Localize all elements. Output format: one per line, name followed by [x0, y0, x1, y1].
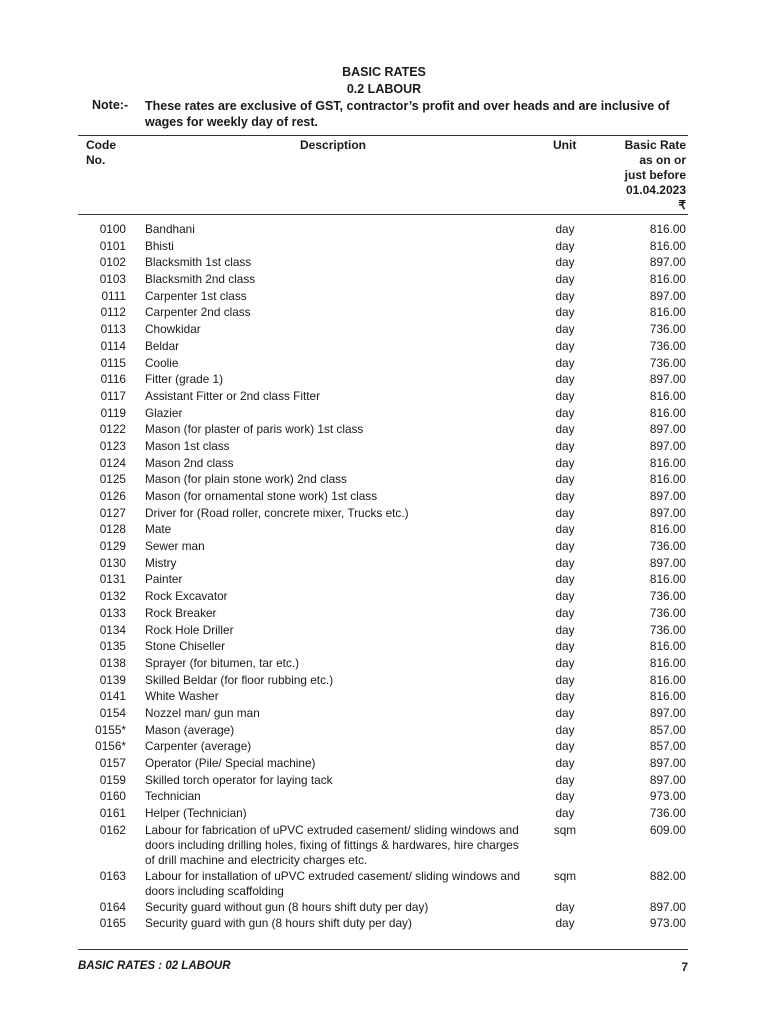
- cell-code: 0156*: [95, 739, 126, 754]
- cell-description: Blacksmith 1st class: [145, 255, 252, 270]
- cell-unit: day: [555, 672, 575, 687]
- cell-rate: 816.00: [649, 522, 686, 537]
- footer-section-title: BASIC RATES : 02 LABOUR: [78, 960, 231, 972]
- cell-unit: day: [555, 589, 575, 604]
- cell-description: Rock Excavator: [145, 589, 228, 604]
- table-top-rule: [78, 135, 688, 136]
- cell-rate: 736.00: [649, 338, 686, 353]
- cell-code: 0135: [99, 639, 126, 654]
- cell-description: Coolie: [145, 355, 179, 370]
- cell-description: Bandhani: [145, 222, 195, 236]
- cell-description: Beldar: [145, 338, 180, 353]
- column-header-description: Description: [300, 138, 367, 152]
- cell-unit: day: [555, 288, 575, 303]
- cell-rate: 736.00: [649, 355, 686, 370]
- cell-unit: day: [555, 739, 575, 754]
- cell-code: 0138: [99, 655, 126, 670]
- cell-code: 0130: [99, 555, 126, 570]
- cell-code: 0122: [99, 422, 126, 437]
- cell-rate: 816.00: [649, 639, 686, 654]
- cell-description: Bhisti: [145, 238, 174, 253]
- cell-rate: 897.00: [649, 756, 686, 770]
- page-number: 7: [681, 960, 688, 974]
- cell-rate: 816.00: [649, 405, 686, 420]
- table-row: [0, 868, 768, 899]
- table-row: [0, 622, 768, 639]
- cell-description: Nozzel man/ gun man: [145, 705, 260, 720]
- cell-unit: day: [555, 539, 575, 554]
- cell-unit: day: [555, 806, 575, 821]
- cell-description: White Washer: [145, 689, 219, 704]
- cell-description: Sewer man: [145, 539, 205, 554]
- cell-unit: day: [555, 422, 575, 437]
- cell-description: Rock Hole Driller: [145, 622, 234, 637]
- cell-unit: day: [555, 338, 575, 353]
- cell-description: Carpenter 1st class: [145, 288, 247, 303]
- table-row: [0, 505, 768, 522]
- cell-code: 0117: [100, 388, 126, 403]
- cell-code: 0157: [99, 756, 126, 770]
- cell-unit: day: [555, 405, 575, 420]
- cell-unit: day: [555, 639, 575, 654]
- cell-description: Stone Chiseller: [145, 639, 225, 654]
- table-row: [0, 638, 768, 655]
- cell-rate: 736.00: [649, 605, 686, 620]
- cell-description: Carpenter 2nd class: [145, 305, 251, 320]
- column-header-unit: Unit: [553, 138, 577, 152]
- table-row: [0, 254, 768, 271]
- cell-unit: day: [555, 789, 575, 804]
- cell-description: Mistry: [145, 555, 177, 570]
- cell-unit: day: [555, 689, 575, 704]
- cell-code: 0124: [99, 455, 126, 470]
- table-row: [0, 455, 768, 472]
- cell-code: 0114: [100, 338, 126, 353]
- cell-rate: 736.00: [649, 589, 686, 604]
- cell-description: Mason (for plain stone work) 2nd class: [145, 472, 347, 487]
- cell-rate: 973.00: [649, 916, 686, 931]
- cell-code: 0160: [99, 789, 126, 804]
- cell-rate: 897.00: [649, 438, 686, 453]
- cell-unit: day: [555, 489, 575, 503]
- cell-rate: 897.00: [649, 555, 686, 570]
- cell-unit: day: [555, 222, 575, 236]
- cell-code: 0128: [99, 522, 126, 537]
- table-row: [0, 271, 768, 288]
- cell-unit: day: [555, 438, 575, 453]
- table-row: [0, 805, 768, 822]
- cell-code: 0159: [99, 772, 126, 787]
- cell-rate: 816.00: [649, 672, 686, 687]
- cell-code: 0125: [99, 472, 126, 487]
- table-row: [0, 405, 768, 422]
- column-header-code: Code No.: [86, 138, 116, 167]
- cell-description: Painter: [145, 572, 183, 587]
- cell-code: 0100: [99, 222, 126, 236]
- cell-code: 0139: [99, 672, 126, 687]
- table-row: [0, 421, 768, 438]
- cell-rate: 897.00: [649, 899, 686, 914]
- cell-code: 0165: [99, 916, 126, 931]
- table-row: [0, 899, 768, 916]
- table-row: [0, 438, 768, 455]
- cell-code: 0115: [100, 355, 126, 370]
- cell-code: 0113: [100, 322, 126, 337]
- cell-description: Helper (Technician): [145, 806, 247, 821]
- cell-unit: day: [555, 916, 575, 931]
- cell-rate: 816.00: [649, 472, 686, 487]
- table-row: [0, 822, 768, 868]
- cell-unit: day: [555, 455, 575, 470]
- table-row: [0, 488, 768, 505]
- cell-code: 0112: [100, 305, 126, 320]
- cell-unit: day: [555, 255, 575, 270]
- table-row: [0, 722, 768, 739]
- page-title: BASIC RATES: [342, 65, 426, 79]
- cell-description: Security guard without gun (8 hours shift duty per day): [145, 899, 429, 914]
- cell-unit: day: [555, 772, 575, 787]
- cell-description: Fitter (grade 1): [145, 372, 224, 387]
- cell-code: 0116: [100, 372, 126, 387]
- cell-unit: day: [555, 472, 575, 487]
- cell-unit: day: [555, 722, 575, 737]
- cell-rate: 816.00: [649, 222, 686, 236]
- cell-description: Labour for installation of uPVC extruded casement/ sliding windows and doors including scaffolding: [145, 868, 521, 898]
- table-row: [0, 738, 768, 755]
- table-row: [0, 521, 768, 538]
- cell-unit: day: [555, 305, 575, 320]
- cell-rate: 736.00: [649, 806, 686, 821]
- table-row: [0, 471, 768, 488]
- cell-code: 0101: [99, 238, 126, 253]
- cell-description: Chowkidar: [145, 322, 201, 337]
- cell-rate: 816.00: [649, 305, 686, 320]
- cell-rate: 736.00: [649, 322, 686, 337]
- cell-code: 0132: [99, 589, 126, 604]
- cell-description: Glazier: [145, 405, 183, 420]
- table-row: [0, 538, 768, 555]
- cell-code: 0162: [99, 822, 126, 837]
- cell-code: 0161: [99, 806, 126, 821]
- table-row: [0, 705, 768, 722]
- table-row: [0, 688, 768, 705]
- cell-rate: 736.00: [649, 622, 686, 637]
- cell-code: 0155*: [95, 722, 126, 737]
- table-row: [0, 915, 768, 932]
- table-row: [0, 304, 768, 321]
- cell-rate: 736.00: [649, 539, 686, 554]
- cell-unit: day: [555, 388, 575, 403]
- table-row: [0, 388, 768, 405]
- cell-code: 0129: [99, 539, 126, 554]
- cell-rate: 897.00: [649, 255, 686, 270]
- cell-unit: day: [555, 272, 575, 287]
- cell-rate: 816.00: [649, 455, 686, 470]
- cell-code: 0164: [99, 899, 126, 914]
- cell-unit: sqm: [553, 868, 577, 883]
- cell-rate: 816.00: [649, 572, 686, 587]
- cell-unit: day: [555, 572, 575, 587]
- table-row: [0, 338, 768, 355]
- cell-description: Blacksmith 2nd class: [145, 272, 256, 287]
- table-row: [0, 555, 768, 572]
- cell-description: Mate: [145, 522, 172, 537]
- cell-code: 0134: [99, 622, 126, 637]
- table-row: [0, 605, 768, 622]
- cell-unit: day: [555, 505, 575, 520]
- cell-unit: day: [555, 622, 575, 637]
- cell-unit: day: [555, 372, 575, 387]
- cell-unit: day: [555, 655, 575, 670]
- cell-code: 0127: [99, 505, 126, 520]
- table-row: [0, 321, 768, 338]
- cell-rate: 816.00: [649, 388, 686, 403]
- cell-description: Operator (Pile/ Special machine): [145, 756, 316, 770]
- cell-rate: 816.00: [649, 238, 686, 253]
- table-row: [0, 371, 768, 388]
- cell-unit: sqm: [553, 822, 577, 837]
- cell-rate: 897.00: [649, 505, 686, 520]
- cell-rate: 816.00: [649, 655, 686, 670]
- cell-rate: 816.00: [649, 272, 686, 287]
- cell-description: Mason (average): [145, 722, 235, 737]
- cell-rate: 973.00: [649, 789, 686, 804]
- cell-code: 0119: [100, 405, 126, 420]
- cell-description: Skilled Beldar (for floor rubbing etc.): [145, 672, 334, 687]
- table-row: [0, 221, 768, 238]
- cell-rate: 816.00: [649, 689, 686, 704]
- cell-code: 0126: [99, 489, 126, 503]
- cell-rate: 897.00: [649, 705, 686, 720]
- cell-description: Mason 1st class: [145, 438, 230, 453]
- cell-description: Security guard with gun (8 hours shift duty per day): [145, 916, 412, 931]
- cell-rate: 897.00: [649, 288, 686, 303]
- cell-description: Mason 2nd class: [145, 455, 234, 470]
- cell-rate: 897.00: [649, 489, 686, 503]
- cell-code: 0131: [99, 572, 126, 587]
- table-header-rule: [78, 214, 688, 215]
- cell-description: Labour for fabrication of uPVC extruded casement/ sliding windows and doors including drilling holes, fixing of fittings & hardwares, hire charges of drill machine and electricity charges etc.: [145, 822, 519, 868]
- table-row: [0, 355, 768, 372]
- cell-code: 0103: [99, 272, 126, 287]
- cell-rate: 609.00: [649, 822, 686, 837]
- cell-code: 0154: [99, 705, 126, 720]
- cell-unit: day: [555, 522, 575, 537]
- table-body: [0, 221, 768, 932]
- table-row: [0, 588, 768, 605]
- cell-unit: day: [555, 899, 575, 914]
- cell-rate: 882.00: [649, 868, 686, 883]
- cell-code: 0141: [99, 689, 126, 704]
- table-row: [0, 288, 768, 305]
- cell-unit: day: [555, 605, 575, 620]
- note-label: Note:-: [92, 98, 129, 112]
- cell-unit: day: [555, 756, 575, 770]
- rupee-symbol: ₹: [678, 198, 686, 212]
- cell-description: Mason (for plaster of paris work) 1st class: [145, 422, 364, 437]
- cell-unit: day: [555, 322, 575, 337]
- cell-unit: day: [555, 238, 575, 253]
- footer-rule: [78, 949, 688, 950]
- cell-description: Technician: [145, 789, 201, 804]
- table-row: [0, 672, 768, 689]
- note-text: These rates are exclusive of GST, contractor’s profit and over heads and are inclusive of wages for weekly day of rest.: [145, 99, 670, 129]
- cell-rate: 897.00: [649, 372, 686, 387]
- cell-code: 0123: [99, 438, 126, 453]
- cell-code: 0133: [99, 605, 126, 620]
- table-row: [0, 772, 768, 789]
- cell-unit: day: [555, 705, 575, 720]
- cell-code: 0163: [99, 868, 126, 883]
- page-subtitle: 0.2 LABOUR: [346, 82, 422, 96]
- cell-description: Skilled torch operator for laying tack: [145, 772, 333, 787]
- cell-code: 0102: [99, 255, 126, 270]
- cell-description: Assistant Fitter or 2nd class Fitter: [145, 388, 321, 403]
- cell-description: Driver for (Road roller, concrete mixer, Trucks etc.): [145, 505, 409, 520]
- cell-description: Carpenter (average): [145, 739, 252, 754]
- table-row: [0, 238, 768, 255]
- cell-rate: 897.00: [649, 772, 686, 787]
- column-header-basic-rate: Basic Rate as on or just before 01.04.2023 ₹: [624, 138, 686, 212]
- cell-rate: 857.00: [649, 739, 686, 754]
- cell-rate: 857.00: [649, 722, 686, 737]
- table-row: [0, 571, 768, 588]
- cell-rate: 897.00: [649, 422, 686, 437]
- cell-unit: day: [555, 555, 575, 570]
- cell-description: Sprayer (for bitumen, tar etc.): [145, 655, 300, 670]
- cell-description: Rock Breaker: [145, 605, 217, 620]
- cell-description: Mason (for ornamental stone work) 1st class: [145, 489, 378, 503]
- table-row: [0, 655, 768, 672]
- table-row: [0, 788, 768, 805]
- cell-unit: day: [555, 355, 575, 370]
- table-row: [0, 755, 768, 772]
- cell-code: 0111: [101, 288, 126, 303]
